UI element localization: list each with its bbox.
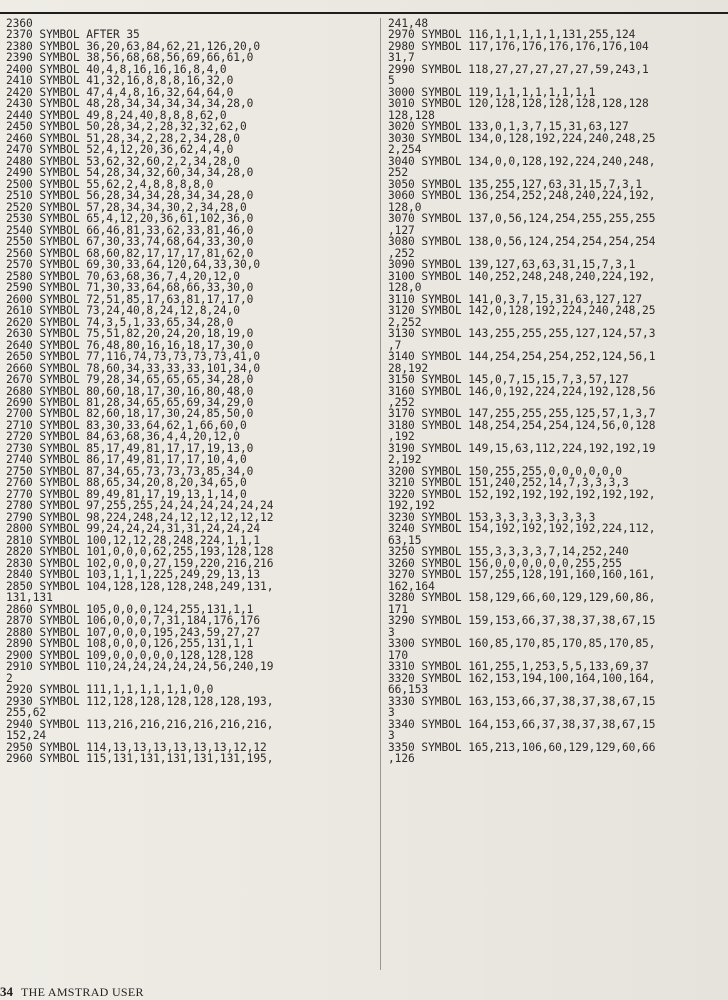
code-line: 2480 SYMBOL 53,62,32,60,2,2,34,28,0 xyxy=(6,154,240,168)
code-line: ,192 xyxy=(388,430,415,444)
code-line: ,126 xyxy=(388,752,415,765)
code-line: 252 xyxy=(388,166,409,180)
code-line: 5 xyxy=(388,74,395,88)
code-line: 128,128 xyxy=(388,108,435,122)
code-line: 3290 SYMBOL 159,153,66,37,38,37,38,67,15 xyxy=(388,614,656,628)
code-line: 2890 SYMBOL 108,0,0,0,126,255,131,1,1 xyxy=(6,637,254,651)
code-line: 2630 SYMBOL 75,51,82,20,24,20,18,19,0 xyxy=(6,327,254,341)
code-line: 2410 SYMBOL 41,32,16,8,8,8,16,32,0 xyxy=(6,74,234,88)
code-line: 2450 SYMBOL 50,28,34,2,28,32,32,62,0 xyxy=(6,120,247,134)
code-line: 3260 SYMBOL 156,0,0,0,0,0,0,255,255 xyxy=(388,556,622,570)
code-line: 3280 SYMBOL 158,129,66,60,129,129,60,86, xyxy=(388,591,656,605)
code-line: 2790 SYMBOL 98,224,248,24,12,12,12,12,12 xyxy=(6,510,274,524)
code-line: 2670 SYMBOL 79,28,34,65,65,65,34,28,0 xyxy=(6,373,254,387)
code-line: 3 xyxy=(388,625,395,639)
code-line: 3230 SYMBOL 153,3,3,3,3,3,3,3,3 xyxy=(388,510,596,524)
code-line: 2560 SYMBOL 68,60,82,17,17,17,81,62,0 xyxy=(6,246,254,260)
code-line: 2370 SYMBOL AFTER 35 xyxy=(6,28,140,42)
code-line: 2840 SYMBOL 103,1,1,1,225,249,29,13,13 xyxy=(6,568,261,582)
code-line: 128,0 xyxy=(388,281,422,295)
code-line: 2810 SYMBOL 100,12,12,28,248,224,1,1,1 xyxy=(6,533,261,547)
code-line: 152,24 xyxy=(6,729,47,743)
code-line: 2990 SYMBOL 118,27,27,27,27,27,59,243,1 xyxy=(388,62,649,76)
code-line: 3080 SYMBOL 138,0,56,124,254,254,254,254 xyxy=(388,235,656,249)
code-line: 2,254 xyxy=(388,143,422,157)
code-line: 131,131 xyxy=(6,591,53,605)
code-line: 3200 SYMBOL 150,255,255,0,0,0,0,0,0 xyxy=(388,464,622,478)
code-line: 2600 SYMBOL 72,51,85,17,63,81,17,17,0 xyxy=(6,292,254,306)
code-line: 2,252 xyxy=(388,315,422,329)
code-line: 3310 SYMBOL 161,255,1,253,5,5,133,69,37 xyxy=(388,660,649,674)
code-line: 2640 SYMBOL 76,48,80,16,16,18,17,30,0 xyxy=(6,338,254,352)
code-line: 192,192 xyxy=(388,499,435,513)
code-line: 2720 SYMBOL 84,63,68,36,4,4,20,12,0 xyxy=(6,430,240,444)
code-line: 3110 SYMBOL 141,0,3,7,15,31,63,127,127 xyxy=(388,292,643,306)
code-line: 3180 SYMBOL 148,254,254,254,124,56,0,128 xyxy=(388,418,656,432)
code-line: 2980 SYMBOL 117,176,176,176,176,176,104 xyxy=(388,39,649,53)
code-line: 3000 SYMBOL 119,1,1,1,1,1,1,1,1 xyxy=(388,85,596,99)
code-line: 2960 SYMBOL 115,131,131,131,131,131,195, xyxy=(6,752,274,765)
code-line: 3270 SYMBOL 157,255,128,191,160,160,161, xyxy=(388,568,656,582)
code-line: 2870 SYMBOL 106,0,0,0,7,31,184,176,176 xyxy=(6,614,261,628)
code-line: 3340 SYMBOL 164,153,66,37,38,37,38,67,15 xyxy=(388,717,656,731)
code-line: 162,164 xyxy=(388,579,435,593)
code-line: 3040 SYMBOL 134,0,0,128,192,224,240,248, xyxy=(388,154,656,168)
page-number: 34 xyxy=(0,984,13,999)
code-line: 2580 SYMBOL 70,63,68,36,7,4,20,12,0 xyxy=(6,269,240,283)
code-line: 3250 SYMBOL 155,3,3,3,3,7,14,252,240 xyxy=(388,545,629,559)
code-line: 3300 SYMBOL 160,85,170,85,170,85,170,85, xyxy=(388,637,656,651)
code-line: 2520 SYMBOL 57,28,34,34,30,2,34,28,0 xyxy=(6,200,247,214)
code-line: 3030 SYMBOL 134,0,128,192,224,240,248,25 xyxy=(388,131,656,145)
code-line: 170 xyxy=(388,648,409,662)
code-line: 3320 SYMBOL 162,153,194,100,164,100,164, xyxy=(388,671,656,685)
code-line: 2420 SYMBOL 47,4,4,8,16,32,64,64,0 xyxy=(6,85,234,99)
code-line: 2950 SYMBOL 114,13,13,13,13,13,13,12,12 xyxy=(6,740,267,754)
code-line: 2590 SYMBOL 71,30,33,64,68,66,33,30,0 xyxy=(6,281,254,295)
code-line: 2700 SYMBOL 82,60,18,17,30,24,85,50,0 xyxy=(6,407,254,421)
code-line: 3190 SYMBOL 149,15,63,112,224,192,192,19 xyxy=(388,441,656,455)
code-line: 3240 SYMBOL 154,192,192,192,192,224,112, xyxy=(388,522,656,536)
code-line: 2740 SYMBOL 86,17,49,81,17,17,10,4,0 xyxy=(6,453,247,467)
code-line: 3210 SYMBOL 151,240,252,14,7,3,3,3,3 xyxy=(388,476,629,490)
code-line: 3010 SYMBOL 120,128,128,128,128,128,128 xyxy=(388,97,649,111)
code-line: 2710 SYMBOL 83,30,33,64,62,1,66,60,0 xyxy=(6,418,247,432)
top-rule xyxy=(0,12,728,14)
code-line: 2680 SYMBOL 80,60,18,17,30,16,80,48,0 xyxy=(6,384,254,398)
code-line: 3090 SYMBOL 139,127,63,63,31,15,7,3,1 xyxy=(388,258,636,272)
code-line: 66,153 xyxy=(388,683,429,697)
code-line: ,7 xyxy=(388,338,402,352)
code-line: 3220 SYMBOL 152,192,192,192,192,192,192, xyxy=(388,487,656,501)
code-line: 2510 SYMBOL 56,28,34,34,28,34,34,28,0 xyxy=(6,189,254,203)
code-line: 63,15 xyxy=(388,533,422,547)
code-line: 3 xyxy=(388,706,395,720)
code-line: 3 xyxy=(388,729,395,743)
code-line: 2540 SYMBOL 66,46,81,33,62,33,81,46,0 xyxy=(6,223,254,237)
code-line: 3140 SYMBOL 144,254,254,254,252,124,56,1 xyxy=(388,350,656,364)
code-line: 171 xyxy=(388,602,409,616)
code-line: 2570 SYMBOL 69,30,33,64,120,64,33,30,0 xyxy=(6,258,261,272)
code-line: 3120 SYMBOL 142,0,128,192,224,240,248,25 xyxy=(388,304,656,318)
code-line: 2730 SYMBOL 85,17,49,81,17,17,19,13,0 xyxy=(6,441,254,455)
code-line: 3170 SYMBOL 147,255,255,255,125,57,1,3,7 xyxy=(388,407,656,421)
magazine-title: THE AMSTRAD USER xyxy=(21,985,144,999)
code-line: 3130 SYMBOL 143,255,255,255,127,124,57,3 xyxy=(388,327,656,341)
code-line: 3020 SYMBOL 133,0,1,3,7,15,31,63,127 xyxy=(388,120,629,134)
code-line: 2400 SYMBOL 40,4,8,16,16,16,8,4,0 xyxy=(6,62,227,76)
code-line: 2770 SYMBOL 89,49,81,17,19,13,1,14,0 xyxy=(6,487,247,501)
code-line: 3050 SYMBOL 135,255,127,63,31,15,7,3,1 xyxy=(388,177,643,191)
code-line: 2830 SYMBOL 102,0,0,0,27,159,220,216,216 xyxy=(6,556,274,570)
code-line: 2470 SYMBOL 52,4,12,20,36,62,4,4,0 xyxy=(6,143,234,157)
code-line: 31,7 xyxy=(388,51,415,65)
code-line: 3070 SYMBOL 137,0,56,124,254,255,255,255 xyxy=(388,212,656,226)
code-line: ,252 xyxy=(388,395,415,409)
code-line: 2610 SYMBOL 73,24,40,8,24,12,8,24,0 xyxy=(6,304,240,318)
code-line: 128,0 xyxy=(388,200,422,214)
code-line: 2380 SYMBOL 36,20,63,84,62,21,126,20,0 xyxy=(6,39,261,53)
code-line: ,127 xyxy=(388,223,415,237)
code-line: 2500 SYMBOL 55,62,2,4,8,8,8,8,0 xyxy=(6,177,214,191)
column-divider xyxy=(380,18,381,970)
code-line: 2820 SYMBOL 101,0,0,0,62,255,193,128,128 xyxy=(6,545,274,559)
code-line: 2850 SYMBOL 104,128,128,128,248,249,131, xyxy=(6,579,274,593)
code-line: 2690 SYMBOL 81,28,34,65,65,69,34,29,0 xyxy=(6,395,254,409)
code-line: 3330 SYMBOL 163,153,66,37,38,37,38,67,15 xyxy=(388,694,656,708)
code-line: 2530 SYMBOL 65,4,12,20,36,61,102,36,0 xyxy=(6,212,254,226)
code-line: 2920 SYMBOL 111,1,1,1,1,1,1,0,0 xyxy=(6,683,214,697)
code-line: 2760 SYMBOL 88,65,34,20,8,20,34,65,0 xyxy=(6,476,247,490)
code-line: 2800 SYMBOL 99,24,24,24,31,31,24,24,24 xyxy=(6,522,261,536)
code-line: 2970 SYMBOL 116,1,1,1,1,1,131,255,124 xyxy=(388,28,636,42)
code-line: 2910 SYMBOL 110,24,24,24,24,24,56,240,19 xyxy=(6,660,274,674)
code-line: 2460 SYMBOL 51,28,34,2,28,2,34,28,0 xyxy=(6,131,240,145)
code-line: 2620 SYMBOL 74,3,5,1,33,65,34,28,0 xyxy=(6,315,234,329)
code-line: 3060 SYMBOL 136,254,252,248,240,224,192, xyxy=(388,189,656,203)
code-line: 255,62 xyxy=(6,706,47,720)
code-line: 2550 SYMBOL 67,30,33,74,68,64,33,30,0 xyxy=(6,235,254,249)
listing-column-left xyxy=(6,18,374,764)
code-line: 2940 SYMBOL 113,216,216,216,216,216,216, xyxy=(6,717,274,731)
code-line: 3150 SYMBOL 145,0,7,15,15,7,3,57,127 xyxy=(388,373,629,387)
code-line: 2,192 xyxy=(388,453,422,467)
code-line: 2490 SYMBOL 54,28,34,32,60,34,34,28,0 xyxy=(6,166,254,180)
code-line: 2440 SYMBOL 49,8,24,40,8,8,8,62,0 xyxy=(6,108,227,122)
code-line: 3160 SYMBOL 146,0,192,224,224,192,128,56 xyxy=(388,384,656,398)
code-line: 3350 SYMBOL 165,213,106,60,129,129,60,66 xyxy=(388,740,656,754)
code-line: 3100 SYMBOL 140,252,248,248,240,224,192, xyxy=(388,269,656,283)
code-line: 2880 SYMBOL 107,0,0,0,195,243,59,27,27 xyxy=(6,625,261,639)
code-line: 2650 SYMBOL 77,116,74,73,73,73,73,41,0 xyxy=(6,350,261,364)
page-footer xyxy=(0,984,144,1000)
listing-column-right xyxy=(388,18,728,764)
code-line: 2750 SYMBOL 87,34,65,73,73,73,85,34,0 xyxy=(6,464,254,478)
code-line: 2390 SYMBOL 38,56,68,68,56,69,66,61,0 xyxy=(6,51,254,65)
code-line: 2660 SYMBOL 78,60,34,33,33,33,101,34,0 xyxy=(6,361,261,375)
code-line: 2780 SYMBOL 97,255,255,24,24,24,24,24,24 xyxy=(6,499,274,513)
code-line: 241,48 xyxy=(388,18,429,30)
code-line: ,252 xyxy=(388,246,415,260)
code-line: 2 xyxy=(6,671,13,685)
code-line: 2900 SYMBOL 109,0,0,0,0,0,128,128,128 xyxy=(6,648,254,662)
code-line: 28,192 xyxy=(388,361,429,375)
code-line: 2930 SYMBOL 112,128,128,128,128,128,193, xyxy=(6,694,274,708)
code-line: 2860 SYMBOL 105,0,0,0,124,255,131,1,1 xyxy=(6,602,254,616)
code-line: 2430 SYMBOL 48,28,34,34,34,34,34,28,0 xyxy=(6,97,254,111)
code-line: 2360 xyxy=(6,17,33,30)
